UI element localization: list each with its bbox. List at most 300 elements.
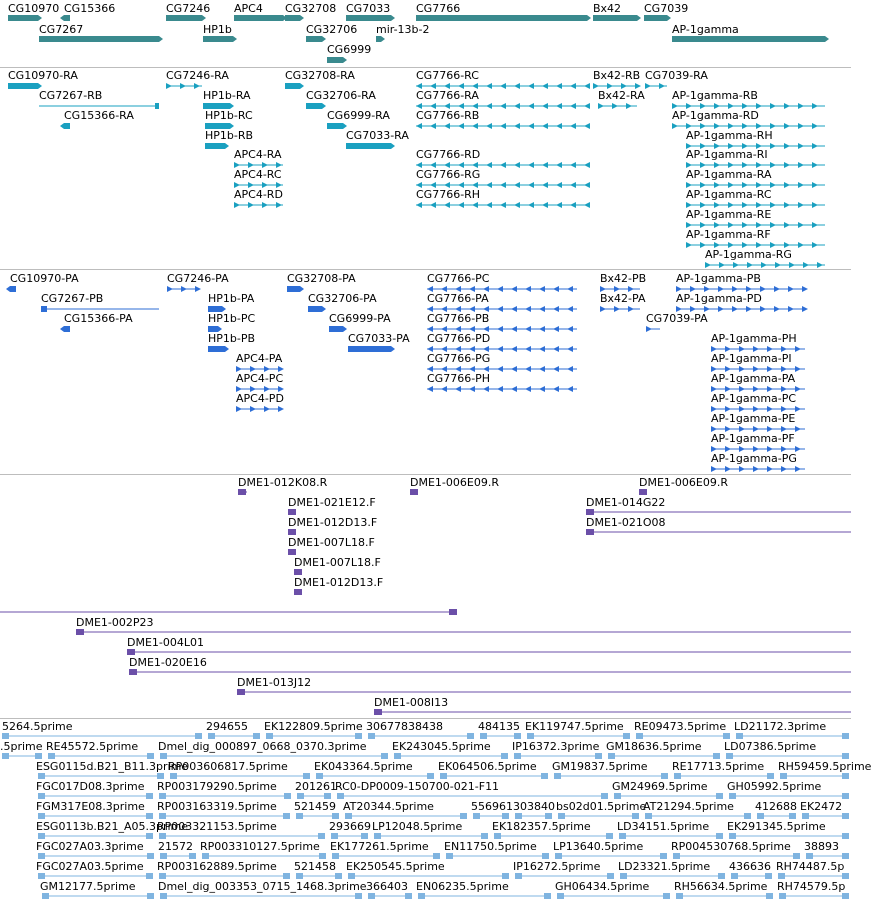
- protein-glyph-exon[interactable]: [441, 386, 447, 392]
- protein-glyph-exon[interactable]: [497, 386, 503, 392]
- transcript-glyph-exon[interactable]: [798, 202, 804, 208]
- transcript-glyph-exon[interactable]: [486, 162, 492, 168]
- transcript-glyph[interactable]: [155, 103, 159, 109]
- clone-glyph[interactable]: [127, 649, 135, 655]
- est-glyph[interactable]: [726, 753, 733, 759]
- clone-glyph[interactable]: [410, 489, 418, 495]
- transcript-label[interactable]: AP-1gamma-RH: [686, 129, 773, 142]
- est-label[interactable]: IP16372.3prime: [512, 740, 600, 753]
- feature-label[interactable]: CG32708: [285, 2, 337, 15]
- est-glyph[interactable]: [355, 733, 362, 739]
- feature-label[interactable]: CG6999: [327, 43, 372, 56]
- protein-glyph-exon[interactable]: [455, 386, 461, 392]
- clone-glyph[interactable]: [288, 529, 296, 535]
- protein-glyph-exon[interactable]: [497, 286, 503, 292]
- feature-label[interactable]: CG32706: [306, 23, 358, 36]
- clone-label[interactable]: DME1-006E09.R: [639, 476, 728, 489]
- est-label[interactable]: EK043364.5prime: [314, 760, 413, 773]
- est-glyph[interactable]: [284, 793, 291, 799]
- transcript-glyph-exon[interactable]: [812, 202, 818, 208]
- transcript-glyph-exon[interactable]: [514, 83, 520, 89]
- clone-label[interactable]: DME1-021O08: [586, 516, 666, 529]
- transcript-glyph[interactable]: [306, 103, 322, 109]
- feature-label[interactable]: mir-13b-2: [376, 23, 430, 36]
- est-glyph[interactable]: [778, 873, 785, 879]
- transcript-glyph-exon[interactable]: [798, 123, 804, 129]
- est-glyph[interactable]: [779, 893, 786, 899]
- transcript-glyph-exon[interactable]: [458, 123, 464, 129]
- est-label[interactable]: LD34151.5prime: [617, 820, 710, 833]
- est-glyph[interactable]: [515, 873, 522, 879]
- protein-glyph[interactable]: [308, 306, 322, 312]
- transcript-glyph-exon[interactable]: [686, 242, 692, 248]
- est-glyph[interactable]: [842, 853, 849, 859]
- protein-label[interactable]: CG7766-PA: [427, 292, 489, 305]
- est-glyph[interactable]: [842, 833, 849, 839]
- est-glyph[interactable]: [614, 793, 621, 799]
- transcript-glyph-exon[interactable]: [556, 202, 562, 208]
- transcript-label[interactable]: CG7766-RA: [416, 89, 479, 102]
- transcript-glyph-arrow[interactable]: [225, 143, 229, 149]
- transcript-label[interactable]: CG15366-RA: [64, 109, 134, 122]
- gene-glyph-arrow[interactable]: [60, 15, 64, 21]
- protein-glyph-exon[interactable]: [567, 326, 573, 332]
- protein-glyph-exon[interactable]: [539, 366, 545, 372]
- est-glyph[interactable]: [159, 833, 166, 839]
- est-glyph[interactable]: [283, 813, 290, 819]
- est-glyph[interactable]: [345, 813, 352, 819]
- est-label[interactable]: FGC027A03.3prime: [36, 840, 144, 853]
- est-glyph[interactable]: [38, 833, 45, 839]
- est-label[interactable]: GM18636.5prime: [606, 740, 702, 753]
- est-label[interactable]: RP003321153.5prime: [157, 820, 277, 833]
- transcript-glyph-exon[interactable]: [775, 262, 781, 268]
- gene-glyph-arrow[interactable]: [587, 15, 591, 21]
- protein-glyph-exon[interactable]: [746, 306, 752, 312]
- est-glyph[interactable]: [297, 793, 304, 799]
- protein-glyph-exon[interactable]: [567, 286, 573, 292]
- est-glyph[interactable]: [208, 733, 215, 739]
- transcript-label[interactable]: APC4-RD: [234, 188, 283, 201]
- clone-label[interactable]: DME1-021E12.F: [288, 496, 376, 509]
- transcript-glyph-exon[interactable]: [542, 123, 548, 129]
- protein-glyph-exon[interactable]: [774, 286, 780, 292]
- transcript-label[interactable]: CG7766-RH: [416, 188, 481, 201]
- est-glyph[interactable]: [303, 773, 310, 779]
- gene-glyph[interactable]: [64, 15, 70, 21]
- transcript-glyph-exon[interactable]: [430, 123, 436, 129]
- est-label[interactable]: GH06434.5prime: [555, 880, 650, 893]
- gene-glyph[interactable]: [166, 15, 202, 21]
- protein-glyph[interactable]: [348, 346, 391, 352]
- est-glyph[interactable]: [316, 773, 323, 779]
- est-glyph[interactable]: [467, 733, 474, 739]
- clone-label[interactable]: DME1-002P23: [76, 616, 154, 629]
- est-label[interactable]: 201261: [295, 780, 337, 793]
- est-glyph[interactable]: [542, 853, 549, 859]
- est-glyph[interactable]: [38, 873, 45, 879]
- protein-glyph-exon[interactable]: [753, 466, 759, 472]
- protein-label[interactable]: AP-1gamma-PH: [711, 332, 797, 345]
- protein-glyph-exon[interactable]: [795, 346, 801, 352]
- est-label[interactable]: Dmel_dig_000897_0668_0370.3prime: [158, 740, 367, 753]
- est-glyph[interactable]: [780, 773, 787, 779]
- protein-glyph-exon[interactable]: [525, 326, 531, 332]
- protein-glyph-exon[interactable]: [628, 306, 634, 312]
- est-glyph[interactable]: [35, 753, 42, 759]
- transcript-glyph-exon[interactable]: [514, 162, 520, 168]
- est-glyph[interactable]: [514, 753, 521, 759]
- est-glyph[interactable]: [405, 893, 412, 899]
- est-glyph[interactable]: [554, 773, 561, 779]
- transcript-label[interactable]: AP-1gamma-RF: [686, 228, 771, 241]
- est-glyph[interactable]: [676, 893, 683, 899]
- transcript-glyph-exon[interactable]: [248, 202, 254, 208]
- transcript-label[interactable]: CG7766-RG: [416, 168, 481, 181]
- feature-label[interactable]: APC4: [234, 2, 263, 15]
- est-glyph[interactable]: [793, 853, 800, 859]
- protein-glyph-exon[interactable]: [795, 406, 801, 412]
- protein-glyph-arrow[interactable]: [300, 286, 304, 292]
- protein-label[interactable]: AP-1gamma-PF: [711, 432, 795, 445]
- est-glyph[interactable]: [765, 873, 772, 879]
- clone-glyph[interactable]: [586, 509, 594, 515]
- est-glyph[interactable]: [502, 873, 509, 879]
- protein-glyph-exon[interactable]: [497, 326, 503, 332]
- est-label[interactable]: FGM317E08.3prime: [36, 800, 145, 813]
- transcript-glyph-exon[interactable]: [705, 262, 711, 268]
- protein-glyph-exon[interactable]: [567, 366, 573, 372]
- gene-glyph-arrow[interactable]: [159, 36, 163, 42]
- est-label[interactable]: EK243045.5prime: [392, 740, 491, 753]
- est-glyph[interactable]: [501, 753, 508, 759]
- transcript-glyph-exon[interactable]: [180, 83, 186, 89]
- est-glyph[interactable]: [324, 793, 331, 799]
- est-glyph[interactable]: [381, 753, 388, 759]
- est-label[interactable]: ESG0115d.B21_B11.3prime: [36, 760, 189, 773]
- est-label[interactable]: FGC017D08.3prime: [36, 780, 145, 793]
- est-glyph[interactable]: [716, 833, 723, 839]
- feature-label[interactable]: CG7039: [644, 2, 689, 15]
- clone-label[interactable]: DME1-004L01: [127, 636, 204, 649]
- transcript-glyph-exon[interactable]: [514, 182, 520, 188]
- est-label[interactable]: RH74579.5p: [777, 880, 846, 893]
- transcript-glyph-exon[interactable]: [570, 123, 576, 129]
- est-glyph[interactable]: [157, 773, 164, 779]
- gene-glyph-arrow[interactable]: [38, 15, 42, 21]
- est-glyph[interactable]: [319, 853, 326, 859]
- feature-label[interactable]: CG7246: [166, 2, 211, 15]
- est-glyph[interactable]: [418, 893, 425, 899]
- est-glyph[interactable]: [159, 813, 166, 819]
- protein-glyph-exon[interactable]: [553, 366, 559, 372]
- transcript-glyph-exon[interactable]: [770, 103, 776, 109]
- est-glyph[interactable]: [446, 853, 453, 859]
- transcript-label[interactable]: Bx42-RA: [598, 89, 645, 102]
- est-glyph[interactable]: [38, 853, 45, 859]
- transcript-glyph[interactable]: [285, 83, 300, 89]
- transcript-label[interactable]: CG7039-RA: [645, 69, 708, 82]
- transcript-label[interactable]: AP-1gamma-RI: [686, 148, 768, 161]
- est-glyph[interactable]: [460, 813, 467, 819]
- protein-glyph-exon[interactable]: [427, 386, 433, 392]
- est-glyph[interactable]: [368, 893, 375, 899]
- est-label[interactable]: EN11750.5prime: [444, 840, 537, 853]
- protein-label[interactable]: Bx42-PB: [600, 272, 647, 285]
- transcript-glyph-exon[interactable]: [812, 123, 818, 129]
- est-glyph[interactable]: [146, 793, 153, 799]
- transcript-glyph-exon[interactable]: [500, 202, 506, 208]
- est-glyph[interactable]: [620, 873, 627, 879]
- est-glyph[interactable]: [147, 893, 154, 899]
- gene-glyph[interactable]: [327, 57, 343, 63]
- clone-label[interactable]: DME1-012K08.R: [238, 476, 328, 489]
- est-label[interactable]: Dmel_dig_003353_0715_1468.3prime: [158, 880, 367, 893]
- est-label[interactable]: 5264.5prime: [2, 720, 73, 733]
- feature-label[interactable]: Bx42: [593, 2, 622, 15]
- protein-glyph[interactable]: [64, 326, 70, 332]
- transcript-glyph-exon[interactable]: [528, 83, 534, 89]
- clone-label[interactable]: DME1-012D13.F: [288, 516, 378, 529]
- clone-glyph[interactable]: [129, 669, 137, 675]
- clone-glyph[interactable]: [288, 549, 296, 555]
- est-glyph[interactable]: [731, 873, 738, 879]
- protein-glyph-exon[interactable]: [539, 286, 545, 292]
- gene-glyph[interactable]: [416, 15, 587, 21]
- transcript-glyph-exon[interactable]: [798, 143, 804, 149]
- transcript-label[interactable]: CG7246-RA: [166, 69, 229, 82]
- clone-glyph[interactable]: [288, 509, 296, 515]
- transcript-label[interactable]: APC4-RA: [234, 148, 282, 161]
- est-glyph[interactable]: [514, 733, 521, 739]
- est-label[interactable]: RH59459.5prime: [778, 760, 871, 773]
- est-label[interactable]: RE45572.5prime: [46, 740, 139, 753]
- transcript-glyph-exon[interactable]: [486, 123, 492, 129]
- clone-glyph[interactable]: [586, 529, 594, 535]
- transcript-label[interactable]: CG6999-RA: [327, 109, 390, 122]
- gene-glyph-arrow[interactable]: [343, 57, 347, 63]
- est-label[interactable]: GH05992.5prime: [727, 780, 822, 793]
- transcript-glyph-exon[interactable]: [166, 83, 172, 89]
- gene-glyph[interactable]: [346, 15, 391, 21]
- transcript-glyph-exon[interactable]: [817, 262, 823, 268]
- protein-glyph-exon[interactable]: [497, 346, 503, 352]
- feature-label[interactable]: CG7267: [39, 23, 84, 36]
- est-glyph[interactable]: [283, 873, 290, 879]
- protein-glyph-exon[interactable]: [711, 466, 717, 472]
- transcript-glyph-exon[interactable]: [812, 222, 818, 228]
- est-glyph[interactable]: [660, 853, 667, 859]
- transcript-glyph-exon[interactable]: [598, 103, 604, 109]
- est-glyph[interactable]: [394, 753, 401, 759]
- clone-glyph[interactable]: [237, 689, 245, 695]
- est-glyph[interactable]: [480, 733, 487, 739]
- gene-glyph-arrow[interactable]: [202, 15, 206, 21]
- protein-glyph-exon[interactable]: [539, 306, 545, 312]
- transcript-glyph-exon[interactable]: [500, 83, 506, 89]
- est-glyph[interactable]: [502, 813, 509, 819]
- transcript-label[interactable]: CG7033-RA: [346, 129, 409, 142]
- transcript-glyph-exon[interactable]: [514, 103, 520, 109]
- transcript-glyph-exon[interactable]: [556, 103, 562, 109]
- est-glyph[interactable]: [318, 833, 325, 839]
- est-label[interactable]: EK122809.5prime: [264, 720, 363, 733]
- transcript-glyph-exon[interactable]: [486, 103, 492, 109]
- protein-glyph-exon[interactable]: [802, 286, 808, 292]
- gene-glyph[interactable]: [644, 15, 667, 21]
- transcript-glyph-exon[interactable]: [645, 83, 651, 89]
- est-label[interactable]: 521458: [294, 860, 336, 873]
- est-label[interactable]: RP003163319.5prime: [157, 800, 277, 813]
- est-glyph[interactable]: [607, 873, 614, 879]
- protein-glyph-exon[interactable]: [469, 386, 475, 392]
- transcript-glyph-exon[interactable]: [486, 83, 492, 89]
- est-label[interactable]: EK2472: [800, 800, 843, 813]
- transcript-glyph-exon[interactable]: [276, 202, 282, 208]
- transcript-label[interactable]: AP-1gamma-RG: [705, 248, 792, 261]
- transcript-glyph-exon[interactable]: [798, 162, 804, 168]
- transcript-label[interactable]: HP1b-RB: [205, 129, 254, 142]
- est-glyph[interactable]: [736, 733, 743, 739]
- clone-glyph[interactable]: [76, 629, 84, 635]
- protein-glyph-exon[interactable]: [539, 386, 545, 392]
- est-glyph[interactable]: [195, 733, 202, 739]
- protein-label[interactable]: CG7766-PH: [427, 372, 491, 385]
- transcript-glyph-exon[interactable]: [458, 202, 464, 208]
- protein-glyph-exon[interactable]: [525, 286, 531, 292]
- transcript-glyph-exon[interactable]: [798, 242, 804, 248]
- est-glyph[interactable]: [842, 733, 849, 739]
- protein-glyph-exon[interactable]: [553, 286, 559, 292]
- est-label[interactable]: GM24969.5prime: [612, 780, 708, 793]
- transcript-glyph-exon[interactable]: [262, 202, 268, 208]
- protein-glyph-exon[interactable]: [264, 406, 270, 412]
- est-glyph[interactable]: [433, 853, 440, 859]
- protein-glyph-arrow[interactable]: [6, 286, 10, 292]
- transcript-label[interactable]: HP1b-RA: [203, 89, 251, 102]
- est-glyph[interactable]: [842, 773, 849, 779]
- transcript-glyph-exon[interactable]: [626, 103, 632, 109]
- protein-glyph-exon[interactable]: [788, 286, 794, 292]
- est-glyph[interactable]: [266, 733, 273, 739]
- est-glyph[interactable]: [159, 873, 166, 879]
- est-glyph[interactable]: [766, 893, 773, 899]
- protein-glyph-exon[interactable]: [511, 366, 517, 372]
- transcript-label[interactable]: Bx42-RB: [593, 69, 641, 82]
- transcript-glyph-exon[interactable]: [584, 83, 590, 89]
- protein-label[interactable]: CG6999-PA: [329, 312, 391, 325]
- transcript-glyph-exon[interactable]: [584, 123, 590, 129]
- est-glyph[interactable]: [296, 813, 303, 819]
- transcript-glyph-exon[interactable]: [584, 182, 590, 188]
- transcript-glyph-exon[interactable]: [784, 182, 790, 188]
- protein-glyph-exon[interactable]: [553, 346, 559, 352]
- feature-label[interactable]: CG10970: [8, 2, 60, 15]
- est-label[interactable]: 294655: [206, 720, 248, 733]
- est-glyph[interactable]: [789, 813, 796, 819]
- est-glyph[interactable]: [619, 833, 626, 839]
- clone-glyph[interactable]: [449, 609, 457, 615]
- transcript-glyph-exon[interactable]: [570, 83, 576, 89]
- transcript-glyph-exon[interactable]: [556, 162, 562, 168]
- transcript-glyph-exon[interactable]: [672, 123, 678, 129]
- protein-label[interactable]: CG7033-PA: [348, 332, 410, 345]
- est-label[interactable]: 303840: [513, 800, 555, 813]
- est-glyph[interactable]: [673, 853, 680, 859]
- protein-glyph-exon[interactable]: [774, 306, 780, 312]
- protein-glyph-exon[interactable]: [567, 346, 573, 352]
- protein-glyph-exon[interactable]: [497, 306, 503, 312]
- protein-label[interactable]: AP-1gamma-PC: [711, 392, 797, 405]
- protein-glyph-exon[interactable]: [250, 406, 256, 412]
- est-glyph[interactable]: [623, 733, 630, 739]
- transcript-glyph-exon[interactable]: [659, 83, 665, 89]
- gene-glyph-arrow[interactable]: [825, 36, 829, 42]
- feature-label[interactable]: HP1b: [203, 23, 232, 36]
- transcript-glyph-exon[interactable]: [444, 202, 450, 208]
- est-label[interactable]: RE09473.5prime: [634, 720, 727, 733]
- protein-label[interactable]: HP1b-PC: [208, 312, 256, 325]
- transcript-glyph-exon[interactable]: [798, 103, 804, 109]
- protein-glyph[interactable]: [329, 326, 343, 332]
- est-glyph[interactable]: [716, 793, 723, 799]
- gene-glyph-arrow[interactable]: [637, 15, 641, 21]
- transcript-label[interactable]: HP1b-RC: [205, 109, 253, 122]
- est-label[interactable]: 521459: [294, 800, 336, 813]
- protein-glyph-exon[interactable]: [511, 306, 517, 312]
- transcript-glyph-exon[interactable]: [770, 222, 776, 228]
- transcript-glyph-exon[interactable]: [194, 83, 200, 89]
- protein-glyph-exon[interactable]: [567, 386, 573, 392]
- est-glyph[interactable]: [337, 793, 344, 799]
- transcript-label[interactable]: AP-1gamma-RA: [686, 168, 772, 181]
- protein-label[interactable]: Bx42-PA: [600, 292, 646, 305]
- est-glyph[interactable]: [645, 813, 652, 819]
- protein-label[interactable]: CG32708-PA: [287, 272, 356, 285]
- est-label[interactable]: GM19837.5prime: [552, 760, 648, 773]
- gene-glyph-arrow[interactable]: [381, 36, 385, 42]
- protein-label[interactable]: CG7766-PG: [427, 352, 491, 365]
- gene-glyph-arrow[interactable]: [667, 15, 671, 21]
- gene-glyph-arrow[interactable]: [391, 15, 395, 21]
- transcript-glyph-exon[interactable]: [234, 202, 240, 208]
- est-glyph[interactable]: [348, 873, 355, 879]
- est-glyph[interactable]: [374, 833, 381, 839]
- transcript-glyph-exon[interactable]: [784, 202, 790, 208]
- clone-label[interactable]: DME1-006E09.R: [410, 476, 499, 489]
- est-label[interactable]: LP12048.5prime: [372, 820, 463, 833]
- protein-glyph-arrow[interactable]: [60, 326, 64, 332]
- est-glyph[interactable]: [544, 893, 551, 899]
- est-label[interactable]: RP003162889.5prime: [157, 860, 277, 873]
- transcript-glyph[interactable]: [8, 83, 38, 89]
- est-glyph[interactable]: [558, 813, 565, 819]
- est-glyph[interactable]: [767, 773, 774, 779]
- transcript-glyph-exon[interactable]: [528, 103, 534, 109]
- clone-label[interactable]: DME1-007L18.F: [288, 536, 375, 549]
- transcript-glyph-exon[interactable]: [584, 202, 590, 208]
- est-label[interactable]: 30677838438: [366, 720, 443, 733]
- est-glyph[interactable]: [606, 833, 613, 839]
- est-label[interactable]: EN06235.5prime: [416, 880, 509, 893]
- protein-glyph-exon[interactable]: [511, 286, 517, 292]
- est-glyph[interactable]: [440, 773, 447, 779]
- transcript-glyph-exon[interactable]: [542, 162, 548, 168]
- transcript-glyph[interactable]: [346, 143, 391, 149]
- protein-label[interactable]: CG7766-PD: [427, 332, 491, 345]
- est-glyph[interactable]: [663, 893, 670, 899]
- protein-glyph-exon[interactable]: [781, 466, 787, 472]
